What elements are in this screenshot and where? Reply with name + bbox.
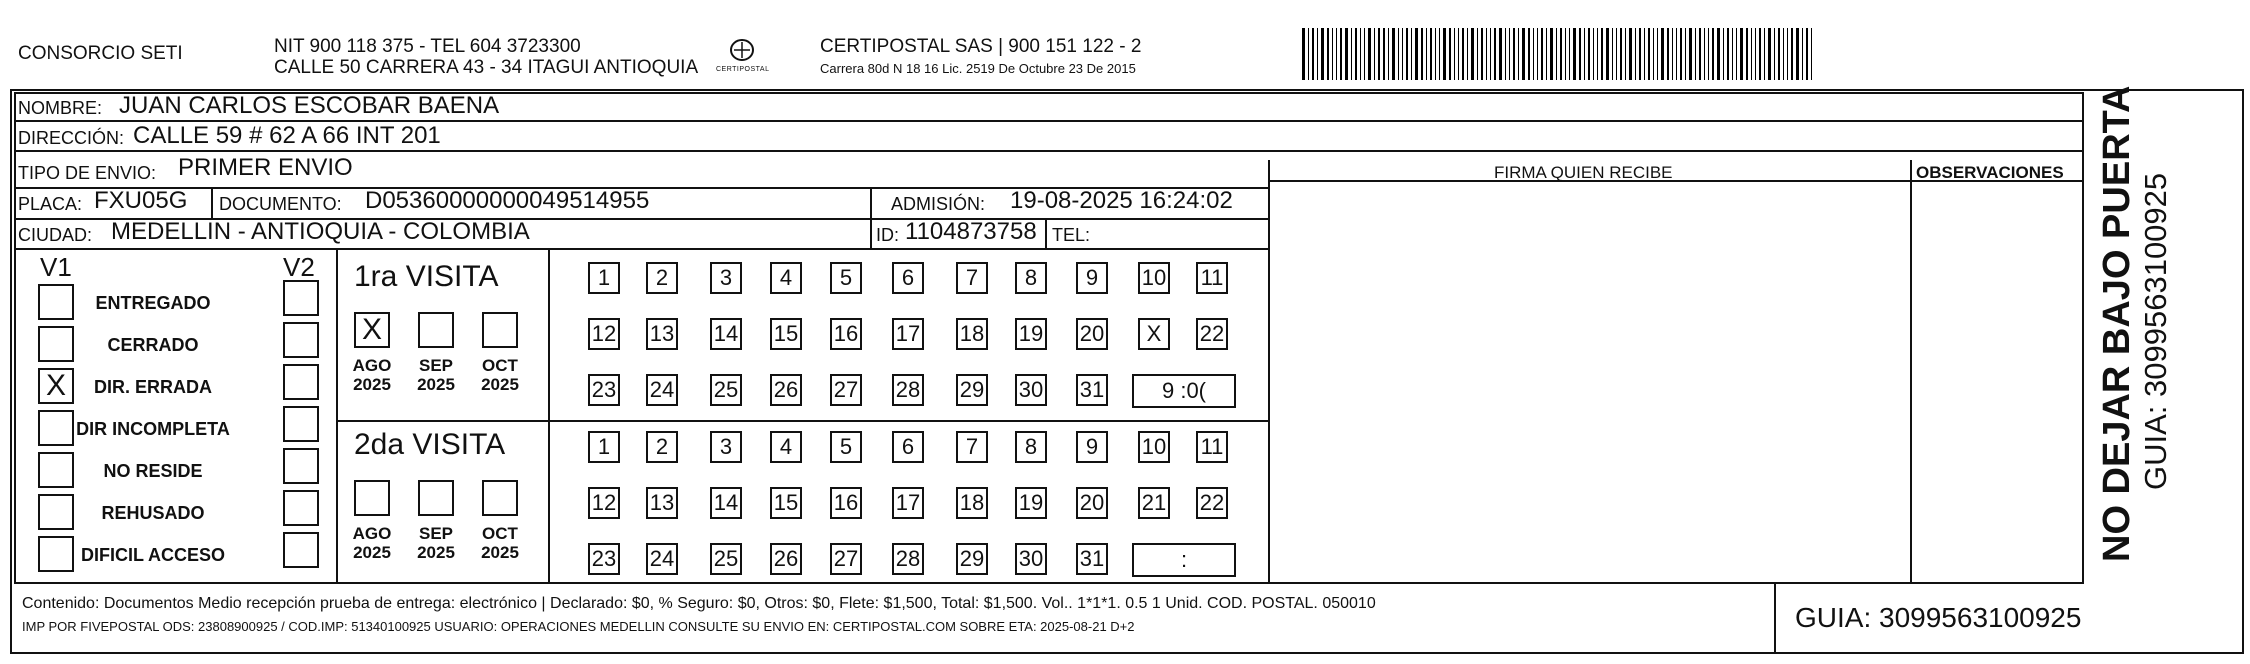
nombre-value: JUAN CARLOS ESCOBAR BAENA: [119, 92, 500, 119]
firma-label: FIRMA QUIEN RECIBE: [1494, 163, 1673, 182]
v2-checkbox[interactable]: [283, 406, 319, 442]
barcode-bar: [1732, 28, 1733, 80]
footer-content: Contenido: Documentos Medio recepción prueba de entrega: electrónico | Declarado: $0, % Seguro: $0, Otros: $0, Flete: $1,500, Total: $1,500. Vol.. 1*1*1. 0.5 1 Unid. COD. POSTAL. 050010: [22, 595, 1376, 612]
footer-imp: IMP POR FIVEPOSTAL ODS: 23808900925 / COD.IMP: 51340100925 USUARIO: OPERACIONES MEDELLIN CONSULTE SU ENVIO EN: CERTIPOSTAL.COM SOBRE ETA: 2025-08-21 D+2: [22, 619, 1135, 634]
barcode-bar: [1579, 28, 1581, 80]
barcode-bar: [1556, 28, 1557, 80]
barcode-bar: [1672, 28, 1673, 80]
day-box[interactable]: 10: [1138, 262, 1170, 294]
v2-checkbox[interactable]: [283, 490, 319, 526]
day-box[interactable]: 31: [1076, 543, 1108, 575]
barcode-bar: [1787, 28, 1788, 80]
barcode-bar: [1616, 28, 1617, 80]
barcode-bar: [1374, 28, 1375, 80]
month-label: AGO 2025: [352, 356, 392, 394]
v1-checkbox[interactable]: X: [38, 368, 74, 404]
barcode-bar: [1629, 28, 1632, 80]
day-box[interactable]: 6: [892, 262, 924, 294]
barcode-bar: [1537, 28, 1538, 80]
barcode-bar: [1680, 28, 1682, 80]
day-box[interactable]: 13: [646, 318, 678, 350]
barcode-bar: [1458, 28, 1459, 80]
barcode-bar: [1612, 28, 1613, 80]
day-box[interactable]: 18: [956, 318, 988, 350]
day-box[interactable]: 25: [710, 374, 742, 406]
barcode-bar: [1364, 28, 1365, 80]
barcode-bar: [1355, 28, 1357, 80]
day-box[interactable]: 3: [710, 262, 742, 294]
barcode-bar: [1383, 28, 1385, 80]
barcode-bar: [1402, 28, 1403, 80]
barcode-bar: [1560, 28, 1562, 80]
barcode-bar: [1439, 28, 1440, 80]
barcode-bar: [1712, 28, 1714, 80]
barcode-bar: [1302, 28, 1305, 80]
barcode-bar: [1398, 28, 1399, 80]
barcode-bar: [1499, 28, 1502, 80]
barcode-bar: [1639, 28, 1641, 80]
day-box[interactable]: 16: [830, 487, 862, 519]
day-box[interactable]: 2: [646, 262, 678, 294]
barcode-bar: [1336, 28, 1337, 80]
barcode-bar: [1783, 28, 1784, 80]
barcode-bar: [1791, 28, 1793, 80]
reason-label: DIR. ERRADA: [93, 377, 212, 397]
barcode-bar: [1522, 28, 1525, 80]
day-box[interactable]: 15: [770, 487, 802, 519]
day-box[interactable]: 16: [830, 318, 862, 350]
v2-checkbox[interactable]: [283, 364, 319, 400]
barcode-bar: [1541, 28, 1543, 80]
barcode-bar: [1327, 28, 1329, 80]
barcode-bar: [1740, 28, 1743, 80]
footer-guia: GUIA: 3099563100925: [1795, 602, 2082, 633]
direccion-label: DIRECCIÓN:: [18, 128, 125, 148]
barcode-bar: [1462, 28, 1464, 80]
barcode-bar: [1606, 28, 1609, 80]
barcode-bar: [1653, 28, 1654, 80]
day-box[interactable]: 30: [1015, 374, 1047, 406]
month-label: SEP 2025: [417, 524, 455, 562]
day-box[interactable]: 22: [1196, 487, 1228, 519]
certipostal-logo: CERTIPOSTAL: [714, 36, 770, 80]
day-box[interactable]: 11: [1196, 262, 1228, 294]
day-box[interactable]: 6: [892, 431, 924, 463]
day-box[interactable]: 1: [588, 262, 620, 294]
barcode-bar: [1513, 28, 1515, 80]
barcode-bar: [1689, 28, 1692, 80]
barcode-bar: [1486, 28, 1487, 80]
barcode-bar: [1378, 28, 1380, 80]
day-box[interactable]: 1: [588, 431, 620, 463]
barcode-bar: [1676, 28, 1677, 80]
barcode-bar: [1764, 28, 1765, 80]
admision-label: ADMISIÓN:: [891, 194, 986, 214]
barcode-bar: [1755, 28, 1756, 80]
barcode-bar: [1661, 28, 1664, 80]
barcode-bar: [1573, 28, 1576, 80]
barcode-bar: [1717, 28, 1720, 80]
day-box[interactable]: 15: [770, 318, 802, 350]
admision-value: 19-08-2025 16:24:02: [1010, 187, 1233, 214]
day-box[interactable]: 20: [1076, 318, 1108, 350]
barcode-bar: [1768, 28, 1771, 80]
month-checkbox[interactable]: [418, 312, 454, 348]
barcode-bar: [1533, 28, 1534, 80]
id-label: ID:: [876, 225, 900, 245]
v2-checkbox[interactable]: [283, 448, 319, 484]
day-box[interactable]: 25: [710, 543, 742, 575]
day-box[interactable]: 4: [770, 431, 802, 463]
barcode-bar: [1415, 28, 1418, 80]
barcode-bar: [1811, 28, 1812, 80]
barcode-bar: [1584, 28, 1585, 80]
barcode-bar: [1321, 28, 1324, 80]
company-name: CONSORCIO SETI: [18, 43, 183, 64]
barcode-bar: [1796, 28, 1799, 80]
month-label: AGO 2025: [352, 524, 392, 562]
barcode-bar: [1494, 28, 1496, 80]
barcode: [1302, 28, 1932, 80]
barcode-bar: [1435, 28, 1436, 80]
day-box[interactable]: 22: [1196, 318, 1228, 350]
barcode-bar: [1635, 28, 1636, 80]
reason-label: DIFICIL ACCESO: [80, 545, 225, 565]
day-box[interactable]: 28: [892, 374, 924, 406]
barcode-bar: [1406, 28, 1408, 80]
day-box[interactable]: 8: [1015, 431, 1047, 463]
time-box[interactable]: :: [1132, 543, 1236, 577]
barcode-bar: [1312, 28, 1314, 80]
month-label: OCT 2025: [481, 356, 519, 394]
barcode-bar: [1481, 28, 1483, 80]
ciudad-value: MEDELLIN - ANTIOQUIA - COLOMBIA: [111, 218, 530, 245]
barcode-bar: [1411, 28, 1412, 80]
tipo-label: TIPO DE ENVIO:: [18, 163, 157, 183]
barcode-bar: [1685, 28, 1686, 80]
barcode-bar: [1430, 28, 1432, 80]
barcode-bar: [1774, 28, 1775, 80]
month-checkbox[interactable]: [482, 312, 518, 348]
tel-label: TEL:: [1052, 225, 1091, 245]
day-box[interactable]: 14: [710, 318, 742, 350]
day-box[interactable]: 9: [1076, 431, 1108, 463]
v1-label: V1: [40, 252, 72, 282]
day-box[interactable]: 28: [892, 543, 924, 575]
certi-line: CERTIPOSTAL SAS | 900 151 122 - 2: [820, 36, 1142, 57]
nombre-label: NOMBRE:: [18, 98, 103, 118]
reason-label: NO RESIDE: [103, 461, 203, 481]
barcode-bar: [1467, 28, 1468, 80]
barcode-bar: [1509, 28, 1510, 80]
barcode-bar: [1490, 28, 1491, 80]
placa-value: FXU05G: [94, 187, 188, 214]
day-box[interactable]: 17: [892, 487, 924, 519]
address-line: CALLE 50 CARRERA 43 - 34 ITAGUI ANTIOQUIA: [274, 57, 699, 78]
barcode-bar: [1477, 28, 1478, 80]
barcode-bar: [1317, 28, 1318, 80]
nit-line: NIT 900 118 375 - TEL 604 3723300: [274, 36, 581, 57]
reason-label: CERRADO: [107, 335, 199, 355]
day-box[interactable]: 24: [646, 374, 678, 406]
day-box[interactable]: 19: [1015, 487, 1047, 519]
barcode-bar: [1704, 28, 1705, 80]
month-checkbox[interactable]: X: [354, 312, 390, 348]
barcode-bar: [1421, 28, 1423, 80]
barcode-bar: [1746, 28, 1748, 80]
documento-value: D05360000000049514955: [365, 187, 650, 214]
day-box[interactable]: 27: [830, 374, 862, 406]
v2-checkbox[interactable]: [283, 322, 319, 358]
barcode-bar: [1759, 28, 1761, 80]
barcode-bar: [1392, 28, 1395, 80]
barcode-bar: [1471, 28, 1474, 80]
month-label: OCT 2025: [481, 524, 519, 562]
day-box[interactable]: 23: [588, 374, 620, 406]
barcode-bar: [1588, 28, 1590, 80]
barcode-bar: [1518, 28, 1519, 80]
month-checkbox[interactable]: [482, 480, 518, 516]
day-box[interactable]: 9: [1076, 262, 1108, 294]
day-box[interactable]: 2: [646, 431, 678, 463]
day-box[interactable]: 3: [710, 431, 742, 463]
barcode-bar: [1426, 28, 1427, 80]
day-box[interactable]: 7: [956, 262, 988, 294]
barcode-bar: [1332, 28, 1333, 80]
barcode-bar: [1727, 28, 1729, 80]
second-visit-title: 2da VISITA: [354, 428, 506, 461]
barcode-bar: [1667, 28, 1669, 80]
barcode-bar: [1723, 28, 1724, 80]
first-visit-title: 1ra VISITA: [354, 260, 499, 293]
day-box[interactable]: 31: [1076, 374, 1108, 406]
barcode-bar: [1340, 28, 1342, 80]
day-box[interactable]: 29: [956, 543, 988, 575]
day-box[interactable]: 18: [956, 487, 988, 519]
day-box[interactable]: 24: [646, 543, 678, 575]
day-box[interactable]: 5: [830, 262, 862, 294]
day-box[interactable]: 29: [956, 374, 988, 406]
v2-checkbox[interactable]: [283, 532, 319, 568]
barcode-bar: [1454, 28, 1455, 80]
barcode-bar: [1569, 28, 1570, 80]
barcode-bar: [1601, 28, 1603, 80]
day-box[interactable]: 10: [1138, 431, 1170, 463]
time-box[interactable]: 9 :0(: [1132, 374, 1236, 408]
day-box[interactable]: 5: [830, 431, 862, 463]
barcode-bar: [1625, 28, 1626, 80]
barcode-bar: [1345, 28, 1348, 80]
reason-label: DIR INCOMPLETA: [76, 419, 230, 439]
barcode-bar: [1528, 28, 1530, 80]
day-box[interactable]: 12: [588, 487, 620, 519]
barcode-bar: [1388, 28, 1389, 80]
month-checkbox[interactable]: [418, 480, 454, 516]
ciudad-label: CIUDAD:: [18, 225, 93, 245]
barcode-bar: [1550, 28, 1553, 80]
barcode-bar: [1546, 28, 1547, 80]
day-box[interactable]: 26: [770, 543, 802, 575]
barcode-bar: [1699, 28, 1701, 80]
barcode-bar: [1802, 28, 1803, 80]
observaciones-label: OBSERVACIONES: [1916, 163, 2064, 182]
day-box[interactable]: 8: [1015, 262, 1047, 294]
reason-label: ENTREGADO: [95, 293, 211, 313]
barcode-bar: [1778, 28, 1780, 80]
barcode-bar: [1620, 28, 1622, 80]
month-label: SEP 2025: [417, 356, 455, 394]
barcode-bar: [1368, 28, 1371, 80]
barcode-bar: [1443, 28, 1446, 80]
day-box[interactable]: 13: [646, 487, 678, 519]
month-checkbox[interactable]: [354, 480, 390, 516]
day-box[interactable]: 30: [1015, 543, 1047, 575]
barcode-bar: [1806, 28, 1808, 80]
reason-label: REHUSADO: [101, 503, 205, 523]
day-box[interactable]: 7: [956, 431, 988, 463]
v2-label: V2: [283, 252, 315, 282]
barcode-bar: [1597, 28, 1598, 80]
day-box[interactable]: 17: [892, 318, 924, 350]
day-box[interactable]: 11: [1196, 431, 1228, 463]
v2-checkbox[interactable]: [283, 280, 319, 316]
day-box[interactable]: 23: [588, 543, 620, 575]
barcode-bar: [1308, 28, 1309, 80]
day-box[interactable]: 4: [770, 262, 802, 294]
barcode-bar: [1695, 28, 1696, 80]
barcode-bar: [1751, 28, 1752, 80]
barcode-bar: [1648, 28, 1650, 80]
day-box[interactable]: 21: [1138, 487, 1170, 519]
license-line: Carrera 80d N 18 16 Lic. 2519 De Octubre 23 De 2015: [820, 61, 1136, 76]
day-box[interactable]: 27: [830, 543, 862, 575]
barcode-bar: [1644, 28, 1645, 80]
barcode-bar: [1505, 28, 1506, 80]
day-box[interactable]: X: [1138, 318, 1170, 350]
id-value: 1104873758: [905, 218, 1037, 245]
barcode-bar: [1565, 28, 1566, 80]
barcode-bar: [1449, 28, 1451, 80]
day-box[interactable]: 12: [588, 318, 620, 350]
side-notice: NO DEJAR BAJO PUERTA: [2096, 85, 2138, 562]
day-box[interactable]: 26: [770, 374, 802, 406]
barcode-bar: [1708, 28, 1709, 80]
placa-label: PLACA:: [18, 194, 83, 214]
documento-label: DOCUMENTO:: [219, 194, 342, 214]
direccion-value: CALLE 59 # 62 A 66 INT 201: [133, 122, 441, 149]
barcode-bar: [1736, 28, 1737, 80]
barcode-bar: [1657, 28, 1658, 80]
day-box[interactable]: 19: [1015, 318, 1047, 350]
side-guia: GUIA: 3099563100925: [2138, 172, 2173, 490]
day-box[interactable]: 20: [1076, 487, 1108, 519]
day-box[interactable]: 14: [710, 487, 742, 519]
barcode-bar: [1360, 28, 1361, 80]
tipo-value: PRIMER ENVIO: [178, 154, 353, 181]
barcode-bar: [1351, 28, 1352, 80]
barcode-bar: [1593, 28, 1594, 80]
